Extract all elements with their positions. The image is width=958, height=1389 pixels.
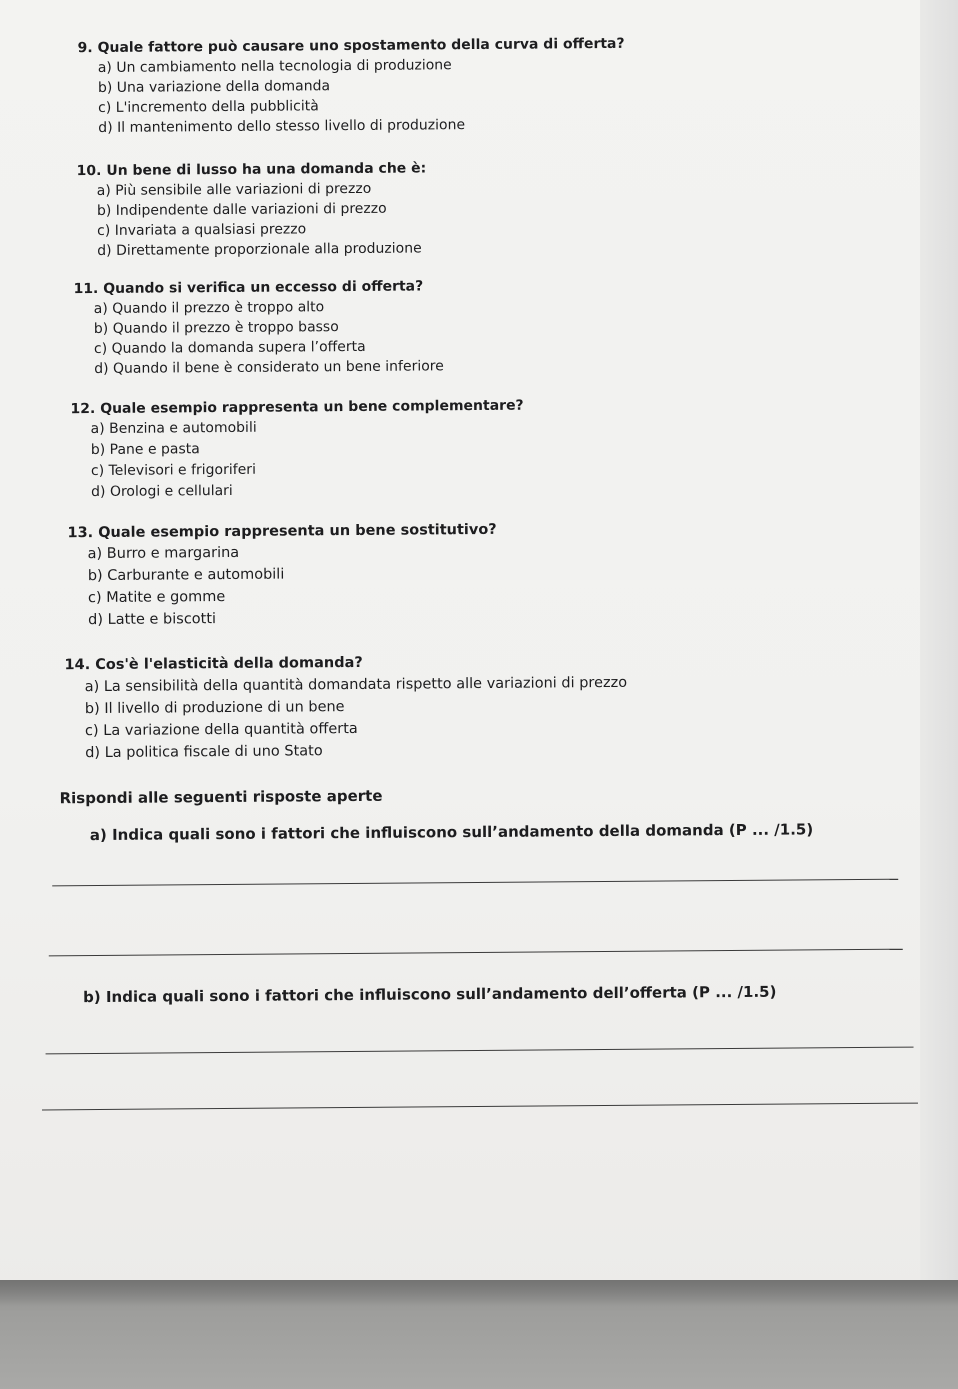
question-title: 10. Un bene di lusso ha una domanda che è: — [76, 160, 427, 180]
option-c: c) Invariata a qualsiasi prezzo — [97, 221, 307, 239]
option-d: d) Latte e biscotti — [88, 611, 217, 629]
option-d: d) La politica fiscale di uno Stato — [85, 743, 323, 762]
option-a: a) Più sensibile alle variazioni di prezzo — [96, 180, 372, 199]
paper-shadow — [0, 1280, 958, 1306]
option-d: d) Quando il bene è considerato un bene inferiore — [94, 358, 444, 378]
option-a: a) Benzina e automobili — [90, 419, 257, 438]
answer-line-a-2[interactable] — [49, 949, 903, 957]
open-question-a: a) Indica quali sono i fattori che influiscono sull’andamento della domanda (P ... /1.5) — [89, 820, 814, 845]
option-b: b) Quando il prezzo è troppo basso — [93, 319, 339, 338]
question-11 — [73, 276, 443, 379]
option-d: d) Orologi e cellulari — [91, 482, 233, 501]
question-14 — [64, 651, 627, 764]
option-c: c) Matite e gomme — [87, 589, 226, 607]
question-title: 14. Cos'è l'elasticità della domanda? — [64, 654, 363, 674]
question-title: 13. Quale esempio rappresenta un bene sostitutivo? — [67, 521, 497, 542]
open-section-title: Rispondi alle seguenti risposte aperte — [59, 786, 383, 808]
option-c: c) Televisori e frigoriferi — [90, 461, 256, 480]
question-title: 11. Quando si verifica un eccesso di offerta? — [73, 278, 424, 298]
option-b: b) Il livello di produzione di un bene — [84, 699, 345, 718]
answer-line-b-1[interactable] — [46, 1047, 914, 1055]
option-a: a) Un cambiamento nella tecnologia di produzione — [97, 57, 452, 76]
question-9 — [78, 34, 626, 138]
option-d: d) Direttamente proporzionale alla produzione — [97, 240, 422, 259]
option-a: a) Quando il prezzo è troppo alto — [93, 299, 325, 318]
question-title: 9. Quale fattore può causare uno spostamento della curva di offerta? — [77, 35, 625, 57]
option-b: b) Una variazione della domanda — [97, 78, 331, 96]
option-c: c) Quando la domanda supera l’offerta — [93, 338, 366, 358]
question-13 — [67, 520, 497, 631]
question-title: 12. Quale esempio rappresenta un bene complementare? — [70, 397, 524, 418]
open-question-b: b) Indica quali sono i fattori che influiscono sull’andamento dell’offerta (P ... /1.5) — [83, 982, 777, 1007]
option-a: a) Burro e margarina — [87, 544, 240, 563]
option-b: b) Pane e pasta — [90, 441, 200, 459]
question-10 — [77, 158, 427, 261]
option-c: c) L'incremento della pubblicità — [98, 98, 319, 116]
option-c: c) La variazione della quantità offerta — [84, 720, 358, 740]
question-12 — [70, 396, 524, 504]
answer-line-a-1[interactable] — [52, 879, 898, 887]
option-a: a) La sensibilità della quantità domandata rispetto alle variazioni di prezzo — [84, 674, 628, 696]
answer-line-b-2[interactable] — [42, 1103, 918, 1111]
option-d: d) Il mantenimento dello stesso livello di produzione — [98, 117, 466, 136]
option-b: b) Indipendente dalle variazioni di prezzo — [96, 200, 387, 219]
option-b: b) Carburante e automobili — [87, 566, 285, 585]
